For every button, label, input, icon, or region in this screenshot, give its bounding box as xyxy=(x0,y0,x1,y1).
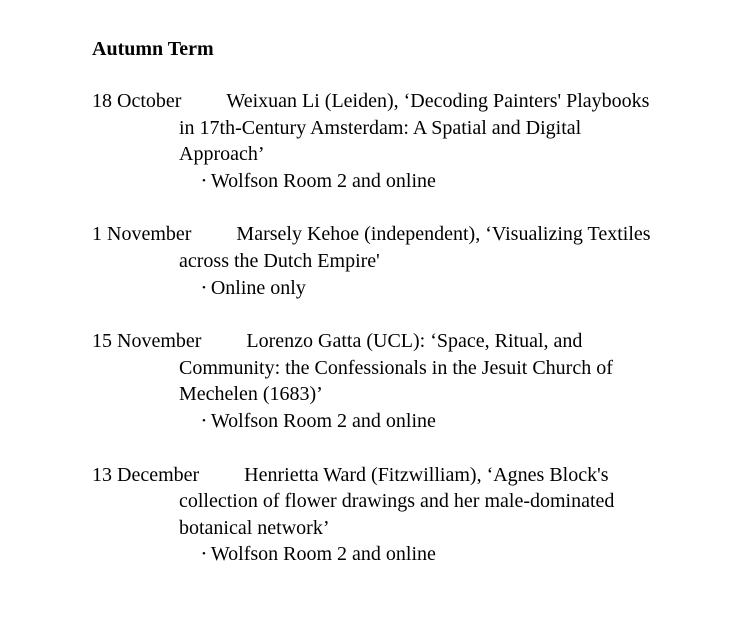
event-date: 13 December xyxy=(92,463,200,486)
term-heading: Autumn Term xyxy=(92,38,214,60)
event-title: Henrietta Ward (Fitzwilliam), ‘Agnes Block's collection of flower drawings and her male-dominated botanical network’ xyxy=(179,463,615,539)
event-title: Marsely Kehoe (independent), ‘Visualizing Textiles across the Dutch Empire' xyxy=(179,223,651,272)
event-entry xyxy=(92,462,662,568)
event-venue xyxy=(92,408,662,435)
term-schedule xyxy=(92,36,662,595)
venue-text: Online only xyxy=(210,276,306,299)
venue-text: Wolfson Room 2 and online xyxy=(210,409,436,432)
event-main-line xyxy=(92,88,662,168)
event-entry xyxy=(92,328,662,434)
event-main-line xyxy=(92,328,662,408)
event-date: 1 November xyxy=(92,223,192,246)
event-title: Weixuan Li (Leiden), ‘Decoding Painters' Playbooks in 17th-Century Amsterdam: A Spatial and Digital Approach’ xyxy=(179,90,650,166)
event-entry xyxy=(92,88,662,194)
event-entry xyxy=(92,221,662,301)
event-main-line xyxy=(92,221,662,274)
event-main-line xyxy=(92,462,662,542)
event-title: Lorenzo Gatta (UCL): ‘Space, Ritual, and Community: the Confessionals in the Jesuit Church of Mechelen (1683)’ xyxy=(179,330,613,406)
event-date: 18 October xyxy=(92,90,182,112)
event-venue xyxy=(92,168,662,195)
venue-text: Wolfson Room 2 and online xyxy=(210,543,436,566)
bullet-icon: • xyxy=(202,548,206,561)
event-venue xyxy=(92,541,662,568)
venue-text: Wolfson Room 2 and online xyxy=(210,169,436,192)
bullet-icon: • xyxy=(202,281,206,294)
event-date: 15 November xyxy=(92,330,202,353)
bullet-icon: • xyxy=(202,414,206,427)
bullet-icon: • xyxy=(202,174,206,187)
event-venue xyxy=(92,275,662,302)
